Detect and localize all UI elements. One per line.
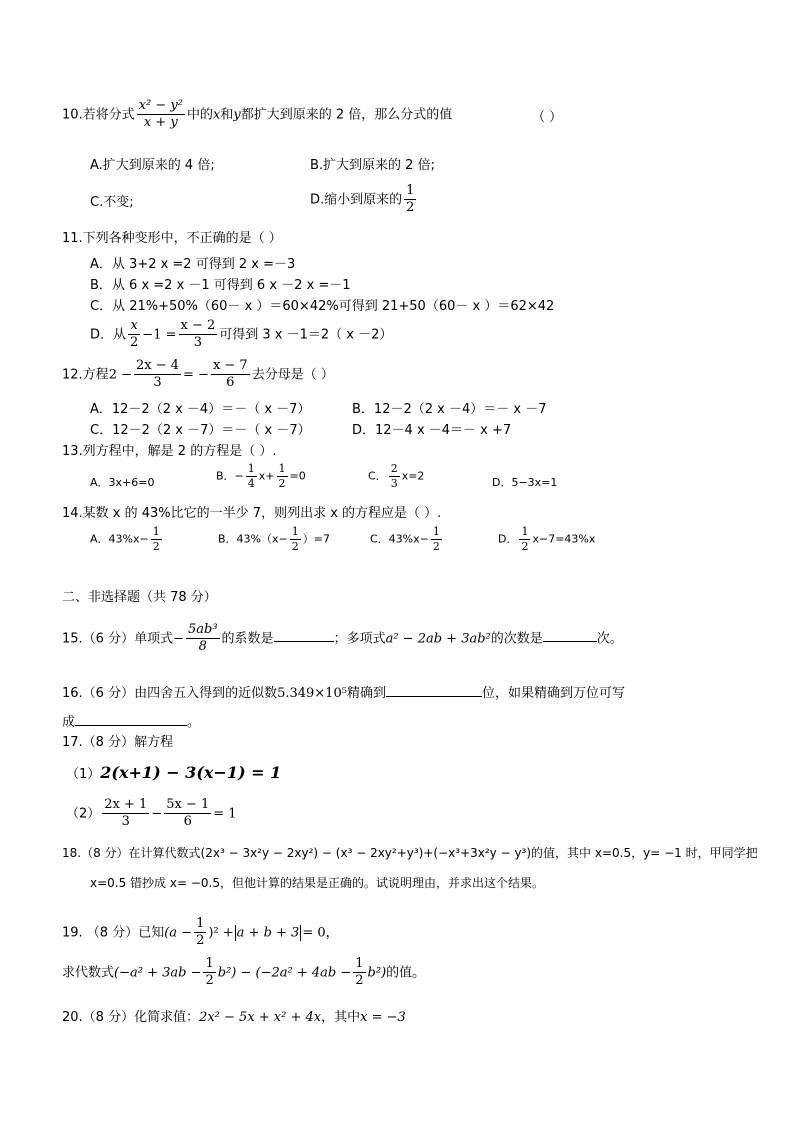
q13-option-a: A．3x+6=0: [90, 476, 155, 489]
q14-option-b: B．43%（x− $\frac{1}{2}$ ）=7: [218, 525, 330, 553]
q18-line-2: x=0.5 错抄成 x= −0.5，但他计算的结果是正确的。试说明理由，并求出这个结果。: [90, 876, 544, 890]
q17-stem: 17.（8 分）解方程: [62, 735, 174, 750]
q15-blank-2[interactable]: [543, 629, 597, 642]
q12-option-d: D．12－4 x －4＝－ x +7: [352, 423, 512, 438]
q12-stem: 12.方程2 − $\frac{2x - 4}{3}$ = − $\frac{x - 7}{6}$ 去分母是（ ）: [62, 358, 334, 391]
q15: 15.（6 分）单项式− $\frac{\text{5ab³}}{8}$ 的系数是 ；多项式a² − 2ab + 3ab²的次数是 次。: [62, 622, 623, 655]
q12-option-a: A．12－2（2 x －4）＝－（ x －7）: [90, 402, 311, 417]
q16-blank-2[interactable]: [75, 713, 187, 726]
q12-option-b: B．12－2（2 x －4）＝－ x －7: [352, 402, 547, 417]
q15-blank-1[interactable]: [274, 629, 334, 642]
q11-option-a: A．从 3+2 x =2 可得到 2 x =－3: [90, 257, 296, 272]
section-heading: 二、非选择题（共 78 分）: [62, 590, 217, 605]
q11-option-d: D．从 $\frac{x}{2}$ −1 = $\frac{x - 2}{3}$ 可得到 3 x －1＝2（ x －2）: [90, 318, 393, 351]
q13-stem: 13.列方程中，解是 2 的方程是（ ）.: [62, 444, 277, 459]
q14-option-c: C．43%x− $\frac{1}{2}$: [370, 525, 440, 553]
q20: 20.（8 分）化简求值：2x² − 5x + x² + 4x，其中x = −3: [62, 1010, 406, 1025]
q17-part-2: （2） $\frac{2x + 1}{3}$ − $\frac{5x - 1}{6}$ = 1: [66, 797, 237, 830]
q10-option-d: D.缩小到原来的 $\frac{1}{2}$: [310, 183, 415, 216]
q18-line-1: 18.（8 分）在计算代数式(2x³ − 3x²y − 2xy²) − (x³ − 2xy²+y³)+(−x³+3x²y − y³)的值，其中 x=0.5，y= −1 时，甲同学把: [62, 846, 758, 860]
q10-fraction: $\frac{\text{x² − y²}}{x + y}$: [138, 98, 183, 131]
q11-option-b: B．从 6 x =2 x －1 可得到 6 x －2 x =－1: [90, 278, 351, 293]
q13-option-b: B．− $\frac{1}{4}$ x+ $\frac{1}{2}$ =0: [216, 462, 306, 490]
q10-option-c: C.不变;: [90, 195, 134, 210]
q10-stem: 10.若将分式 $\frac{\text{x² − y²}}{x + y}$ 中的x和y都扩大到原来的 2 倍，那么分式的值: [62, 98, 453, 131]
q12-option-c: C．12－2（2 x －7）＝－（ x －7）: [90, 423, 311, 438]
q11-stem: 11.下列各种变形中，不正确的是（ ）: [62, 231, 282, 246]
q19-line-2: 求代数式(−a² + 3ab − $\frac{1}{2}$ b²) − (−2a² + 4ab − $\frac{1}{2}$ b²)的值。: [62, 956, 426, 989]
q10-answer-paren: （ ）: [532, 110, 563, 125]
q16-line-2: 成 。: [62, 715, 201, 730]
q19-line-1: 19. （8 分）已知(a − $\frac{1}{2}$ )² + a + b + 3 = 0，: [62, 916, 339, 949]
q17-part-1: （1）2(x+1) − 3(x−1) = 1: [66, 763, 282, 782]
q14-option-d: D． $\frac{1}{2}$ x−7=43%x: [498, 525, 596, 553]
q13-option-c: C． $\frac{2}{3}$ x=2: [368, 462, 425, 490]
q16-blank-1[interactable]: [386, 684, 482, 697]
q16-line-1: 16.（6 分）由四舍五入得到的近似数5.349×10⁵精确到 位，如果精确到万位可写: [62, 686, 625, 701]
q11-option-c: C．从 21%+50%（60－ x ）＝60×42%可得到 21+50（60－ x ）＝62×42: [90, 299, 555, 314]
q14-option-a: A．43%x− $\frac{1}{2}$: [90, 525, 160, 553]
q13-option-d: D．5−3x=1: [492, 476, 558, 489]
q10-option-b: B.扩大到原来的 2 倍;: [310, 158, 435, 173]
q14-stem: 14.某数 x 的 43%比它的一半少 7，则列出求 x 的方程应是（ ）.: [62, 506, 442, 521]
q10-option-a: A.扩大到原来的 4 倍;: [90, 158, 215, 173]
